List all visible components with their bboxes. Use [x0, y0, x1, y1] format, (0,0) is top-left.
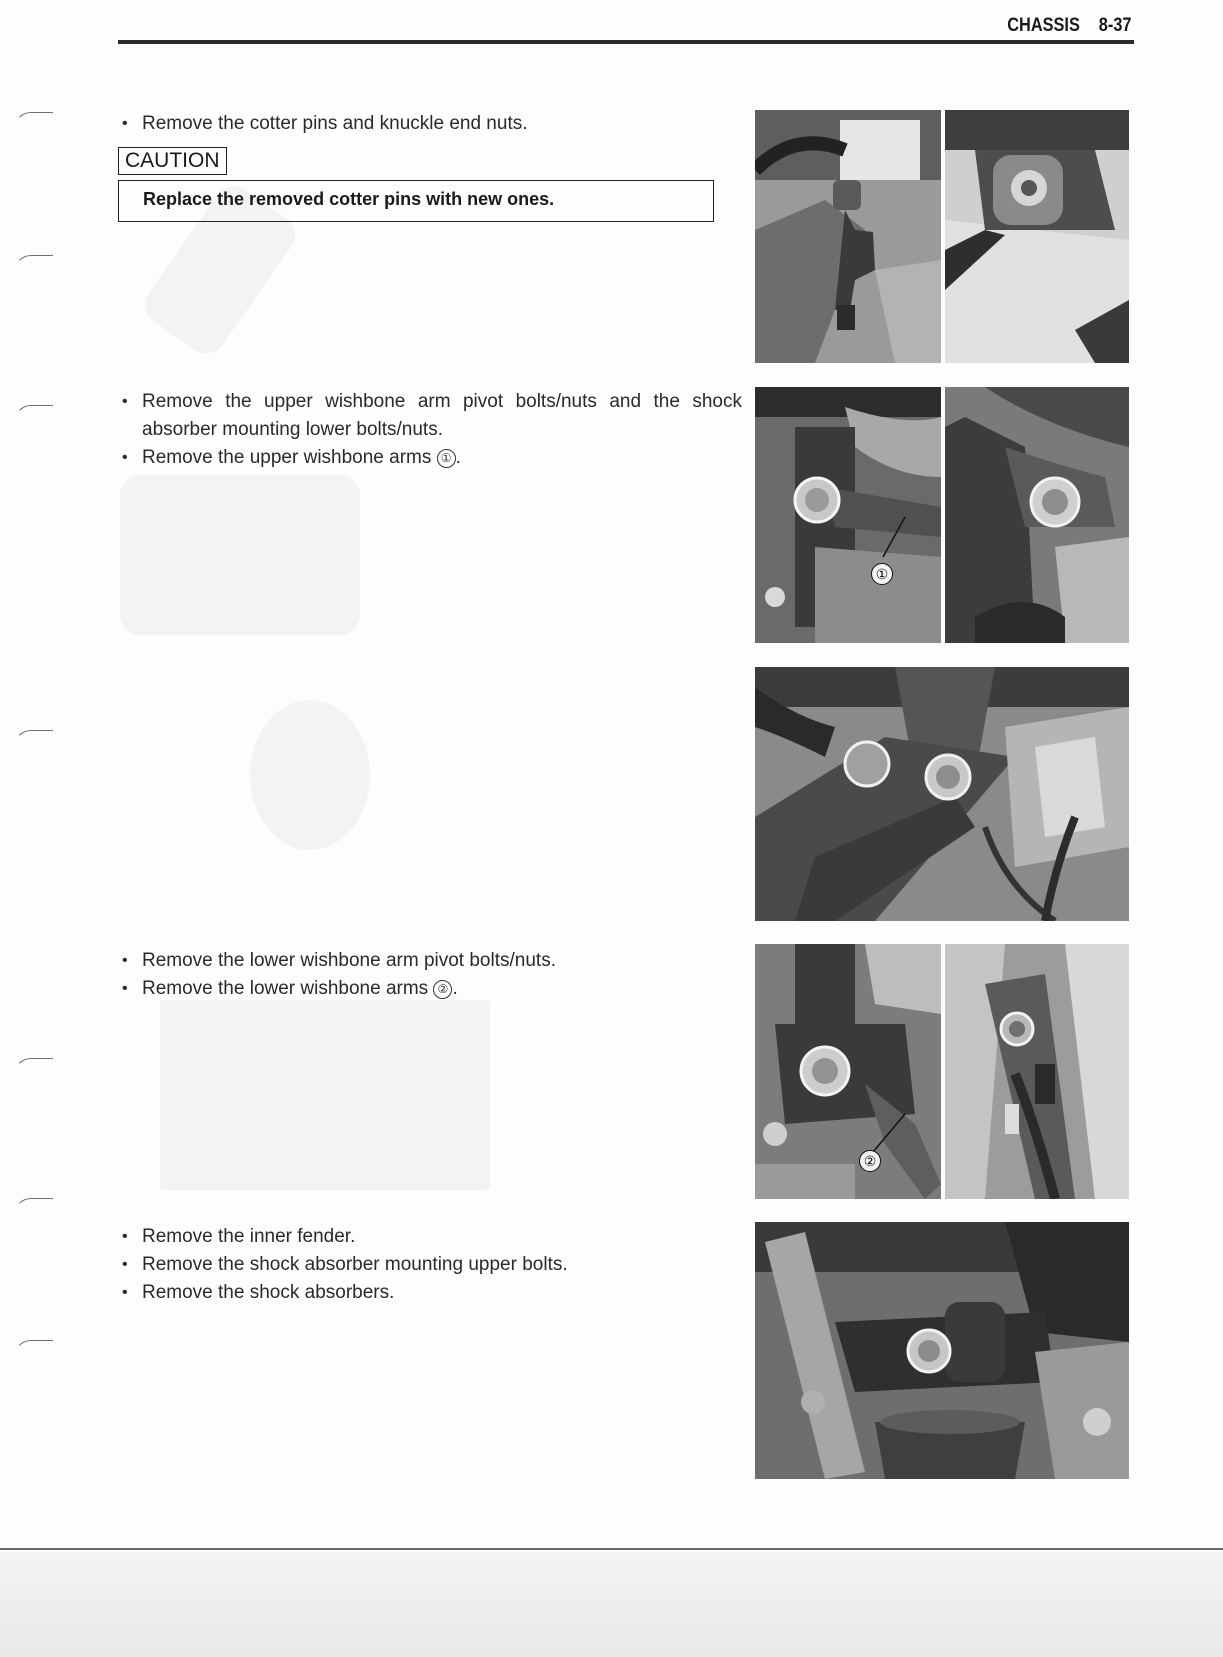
step-4-list: [122, 1223, 568, 1307]
list-item: • Remove the upper wishbone arm pivot bolts/nuts and the shock absorber mounting lower bolts/nuts.: [122, 388, 742, 444]
binder-hole-mark: [14, 255, 53, 272]
list-item: • Remove the lower wishbone arms ② .: [122, 975, 556, 1003]
binder-hole-mark: [14, 405, 53, 422]
photo-shock-absorber-lower-mount: [755, 667, 1129, 921]
header-rule: [118, 40, 1134, 44]
reference-mark: ①: [437, 449, 456, 468]
list-item-text: Remove the lower wishbone arms: [142, 978, 429, 999]
binder-hole-mark: [14, 112, 53, 129]
step-2-list: [122, 388, 742, 472]
page-bottom-shadow: [0, 1552, 1223, 1657]
running-header: [1007, 15, 1131, 37]
binder-hole-mark: [14, 1058, 53, 1075]
page-number: 8-37: [1098, 15, 1131, 36]
list-item: • Remove the shock absorbers.: [122, 1279, 568, 1307]
binder-hole-mark: [14, 1340, 53, 1357]
caution-box: [118, 180, 714, 222]
photo-knuckle-end-nut-left: [755, 110, 941, 363]
bleed-through-shadow: [250, 700, 370, 850]
list-item: • Remove the cotter pins and knuckle end nuts.: [122, 110, 528, 138]
photo-upper-arm-pivot-bolt: [755, 387, 941, 643]
photo-shock-absorber-lower-bolt: [945, 387, 1129, 643]
list-item: • Remove the upper wishbone arms ① .: [122, 444, 742, 472]
caution-text: Replace the removed cotter pins with new ones.: [143, 189, 555, 209]
list-item: • Remove the lower wishbone arm pivot bolts/nuts.: [122, 947, 556, 975]
footer-rule: [0, 1548, 1223, 1550]
callout-upper-arm: ①: [871, 563, 893, 585]
step-3-list: [122, 947, 556, 1003]
photo-lower-arm-pivot-bolt: [755, 944, 941, 1199]
photo-lower-arm-rear-bolt: [945, 944, 1129, 1199]
callout-lower-arm: ②: [859, 1150, 881, 1172]
reference-mark: ②: [433, 980, 452, 999]
section-title: CHASSIS: [1006, 15, 1080, 36]
list-item: • Remove the shock absorber mounting upper bolts.: [122, 1251, 568, 1279]
photo-shock-absorber-upper-bolt: [755, 1222, 1129, 1479]
list-item-text: Remove the upper wishbone arms: [142, 447, 432, 468]
photo-knuckle-end-nut-right: [945, 110, 1129, 363]
caution-label: CAUTION: [118, 147, 227, 175]
list-item: • Remove the inner fender.: [122, 1223, 568, 1251]
bleed-through-shadow: [120, 475, 360, 635]
binder-hole-mark: [14, 1198, 53, 1215]
step-1-list: [122, 110, 528, 138]
binder-hole-mark: [14, 730, 53, 747]
bleed-through-shadow: [160, 1000, 490, 1190]
